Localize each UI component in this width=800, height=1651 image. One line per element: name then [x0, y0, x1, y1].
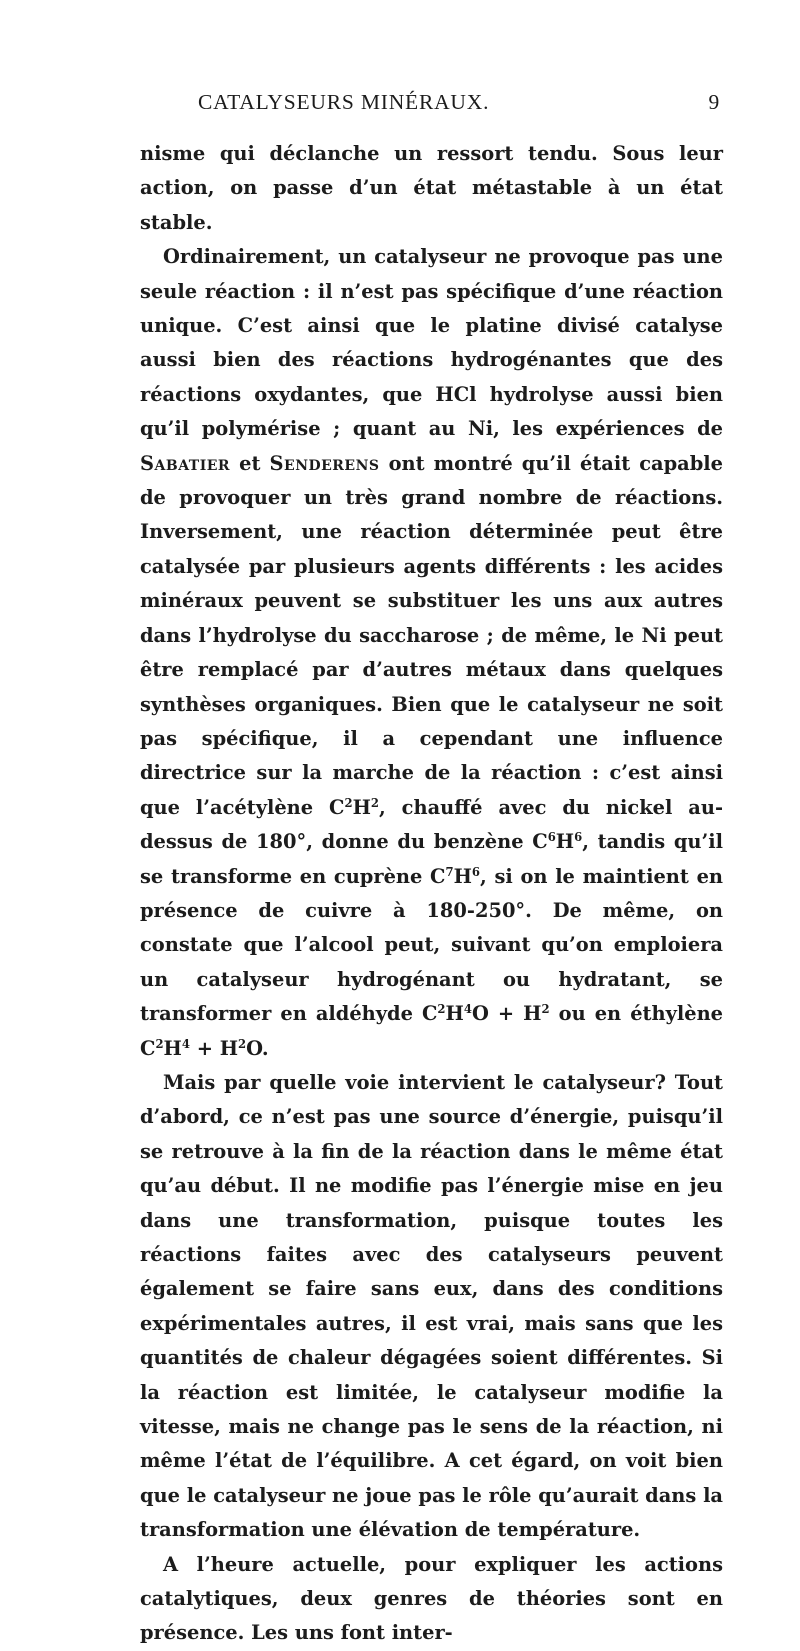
text-run: H	[453, 864, 472, 888]
text-run: O.	[246, 1036, 269, 1060]
running-title: CATALYSEURS MINÉRAUX.	[198, 90, 490, 114]
text-run: Ordinairement, un catalyseur ne provoque pas une seule réaction : il n’est pas spécifique d’une réaction unique. C’est ainsi que le platine divisé catalyse aussi bien des réactions hydrogénantes que des réactions oxydantes, que HCl hydrolyse aussi bien qu’il polymérise ; quant au Ni, les expériences de	[140, 245, 723, 441]
formula-superscript: 2	[155, 1036, 164, 1051]
formula-superscript: 2	[541, 1002, 550, 1017]
author-name: Sabatier	[140, 451, 231, 475]
paragraph	[140, 240, 723, 1066]
text-run: Mais par quelle voie intervient le catalyseur? Tout d’abord, ce n’est pas une source d’énergie, puisqu’il se retrouve à la fin de la réaction dans le même état qu’au début. Il ne modifie pas l’énergie mise en jeu dans une transformation, puisque toutes les réactions faites avec des catalyseurs peuvent également se faire sans eux, dans des conditions expérimentales autres, il est vrai, mais sans que les quantités de chaleur dégagées soient différentes. Si la réaction est limitée, le catalyseur modifie la vitesse, mais ne change pas le sens de la réaction, ni même l’état de l’équilibre. A cet égard, on voit bien que le catalyseur ne joue pas le rôle qu’aurait dans la transformation une élévation de température.	[140, 1070, 723, 1542]
text-run: H	[555, 830, 575, 854]
text-run: nisme qui déclanche un ressort tendu. Sous leur action, on passe d’un état métastable à un état stable.	[140, 142, 723, 234]
formula-superscript: 6	[547, 830, 556, 845]
formula-superscript: 4	[463, 1002, 472, 1017]
formula-superscript: 6	[471, 864, 481, 879]
text-run: , si on le maintient en présence de cuivre à 180-250°. De même, on constate que l’alcool peut, suivant qu’on emploiera un catalyseur hydrogénant ou hydratant, se transformer en aldéhyde C	[140, 864, 723, 1026]
formula-superscript: 7	[445, 864, 454, 879]
formula-superscript: 2	[370, 795, 379, 810]
text-run: + H	[189, 1036, 239, 1060]
text-run: H	[445, 1002, 464, 1026]
page-header	[140, 90, 720, 120]
paragraph	[140, 137, 723, 240]
text-run: et	[230, 451, 270, 475]
formula-superscript: 4	[181, 1036, 190, 1051]
text-run: A l’heure actuelle, pour expliquer les actions catalytiques, deux genres de théories sont en présence. Les uns font inter-	[140, 1552, 723, 1645]
text-run: ou en éthylène C	[140, 1002, 723, 1060]
text-run: H	[352, 795, 371, 819]
text-run: , tandis qu’il se transforme en cuprène C	[140, 830, 723, 888]
page-number: 9	[708, 90, 720, 114]
formula-superscript: 2	[437, 1002, 446, 1017]
formula-superscript: 2	[344, 795, 353, 810]
paragraph	[140, 1548, 723, 1651]
text-run: ont montré qu’il était capable de provoquer un très grand nombre de réactions. Inversement, une réaction déterminée peut être catalysée par plusieurs agents différents : les acides minéraux peuvent se substituer les uns aux autres dans l’hydrolyse du saccharose ; de même, le Ni peut être remplacé par d’autres métaux dans quelques synthèses organiques. Bien que le catalyseur ne soit pas spécifique, il a cependant une influence directrice sur la marche de la réaction : c’est ainsi que l’acétylène C	[140, 451, 723, 819]
text-run: , chauffé avec du nickel au-dessus de 180°, donne du benzène C	[140, 795, 723, 854]
text-run: O + H	[471, 1002, 542, 1026]
formula-superscript: 6	[574, 830, 583, 845]
formula-superscript: 2	[238, 1036, 247, 1051]
body-text	[140, 137, 723, 1651]
author-name: Senderens	[269, 451, 380, 475]
paragraph	[140, 1066, 723, 1548]
text-run: H	[163, 1036, 182, 1060]
